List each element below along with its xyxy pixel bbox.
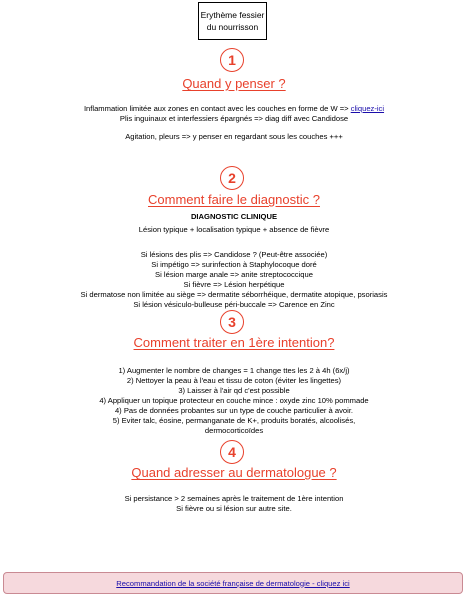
section1-line-1-text: Inflammation limitée aux zones en contact avec les couches en forme de W => bbox=[83, 104, 351, 113]
page-title-line2: du nourrisson bbox=[206, 22, 259, 32]
section3-line-2: 2) Nettoyer la peau à l'eau et tissu de coton (éviter les lingettes) bbox=[126, 376, 342, 385]
section1-line-3: Agitation, pleurs => y penser en regardant sous les couches +++ bbox=[125, 132, 343, 141]
step-number-2: 2 bbox=[220, 166, 244, 190]
section2-line-7: Si lésion vésiculo-bulleuse péri-buccale => Carence en Zinc bbox=[133, 300, 335, 309]
section2-line-4: Si lésion marge anale => anite streptococcique bbox=[155, 270, 313, 279]
section3-line-4: 4) Appliquer un topique protecteur en couche mince : oxyde zinc 10% pommade bbox=[99, 396, 369, 405]
section4-line-2: Si fièvre ou si lésion sur autre site. bbox=[176, 504, 292, 513]
section1-line-2: Plis inguinaux et interfessiers épargnés => diag diff avec Candidose bbox=[119, 114, 349, 123]
section2-line-5: Si fièvre => Lésion herpétique bbox=[183, 280, 285, 289]
recommendation-banner bbox=[3, 572, 463, 594]
section-heading-3: Comment traiter en 1ère intention? bbox=[133, 335, 335, 350]
section1-line-1 bbox=[0, 104, 468, 114]
section2-subheading: DIAGNOSTIC CLINIQUE bbox=[190, 212, 278, 221]
page-title-line1: Erythème fessier bbox=[200, 10, 265, 20]
section-heading-1: Quand y penser ? bbox=[182, 76, 286, 91]
section3-line-1: 1) Augmenter le nombre de changes = 1 change ttes les 2 à 4h (6x/j) bbox=[118, 366, 350, 375]
section2-line-2: Si lésions des plis => Candidose ? (Peut-être associée) bbox=[140, 250, 328, 259]
section3-line-7: dermocorticoïdes bbox=[204, 426, 264, 435]
cliquez-ici-link[interactable]: cliquez-ici bbox=[350, 104, 385, 113]
step-number-1: 1 bbox=[220, 48, 244, 72]
section2-line-3: Si impétigo => surinfection à Staphylocoque doré bbox=[151, 260, 317, 269]
section-heading-2: Comment faire le diagnostic ? bbox=[148, 192, 320, 207]
section3-line-5: 4) Pas de données probantes sur un type de couche particulier à avoir. bbox=[114, 406, 354, 415]
recommendation-link[interactable]: Recommandation de la société française de dermatologie - cliquez ici bbox=[116, 578, 350, 588]
page-title-box bbox=[198, 2, 267, 40]
step-number-4: 4 bbox=[220, 440, 244, 464]
section2-line-6: Si dermatose non limitée au siège => dermatite séborrhéique, dermatite atopique, psoriasis bbox=[80, 290, 388, 299]
step-number-3: 3 bbox=[220, 310, 244, 334]
section-heading-4: Quand adresser au dermatologue ? bbox=[131, 465, 337, 480]
section2-line-1: Lésion typique + localisation typique + absence de fièvre bbox=[138, 225, 330, 234]
section4-line-1: Si persistance > 2 semaines après le traitement de 1ère intention bbox=[124, 494, 344, 503]
section3-line-3: 3) Laisser à l'air qd c'est possible bbox=[178, 386, 290, 395]
section3-line-6: 5) Eviter talc, éosine, permanganate de K+, produits boratés, alcoolisés, bbox=[112, 416, 356, 425]
